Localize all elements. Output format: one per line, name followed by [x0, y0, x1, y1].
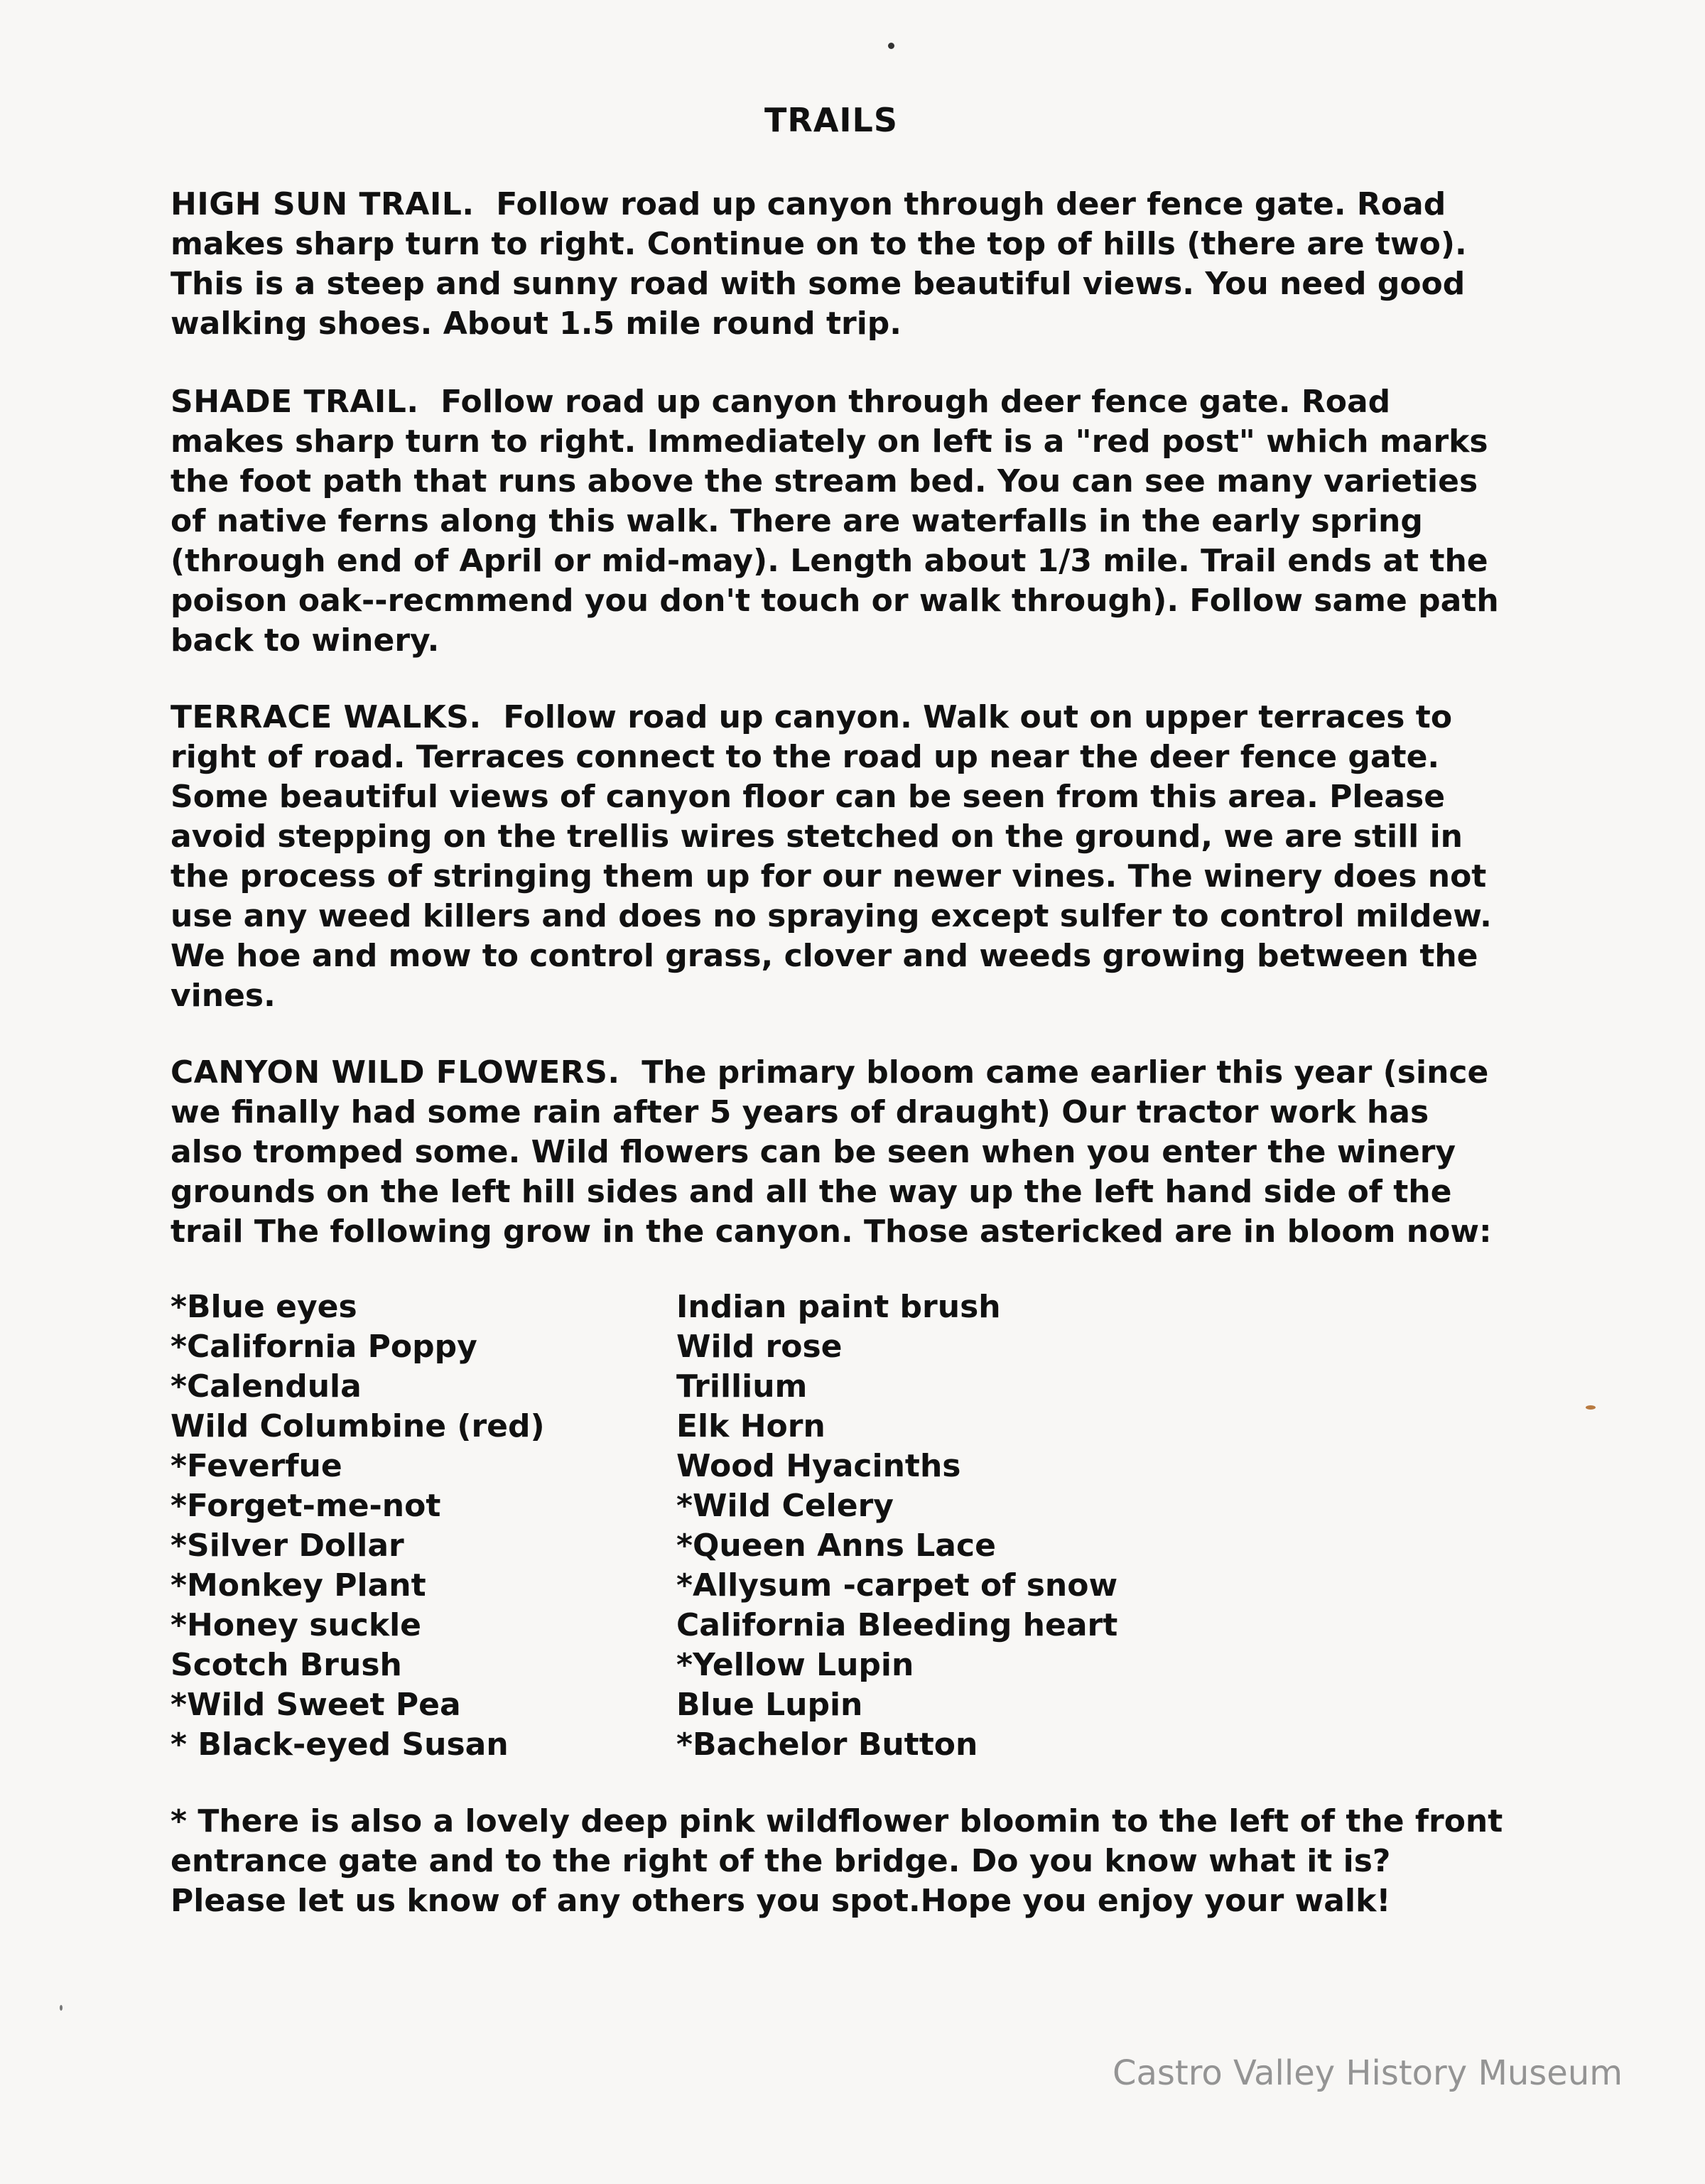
- list-item: *Monkey Plant: [170, 1567, 426, 1604]
- paper-speck: [1586, 1405, 1596, 1410]
- museum-watermark: Castro Valley History Museum: [1112, 2053, 1623, 2093]
- list-item: Wild rose: [676, 1329, 843, 1365]
- list-item: *Honey suckle: [170, 1607, 422, 1643]
- list-item: Elk Horn: [676, 1408, 826, 1444]
- section-shade-trail: [170, 382, 1506, 661]
- list-item: Wood Hyacinths: [676, 1448, 961, 1484]
- list-item: Wild Columbine (red): [170, 1408, 545, 1444]
- list-item: *California Poppy: [170, 1329, 477, 1365]
- list-item: *Feverfue: [170, 1448, 342, 1484]
- section-heading: TERRACE WALKS.: [170, 699, 482, 735]
- section-terrace-walks: [170, 698, 1506, 1016]
- section-text: Follow road up canyon through deer fence gate. Road makes sharp turn to right. Immediately on left is a "red post" which marks the foot path that runs above the stream bed. You can see many varieties of native ferns along this walk. There are waterfalls in the early spring (through end of April or mid-may). Length about 1/3 mile. Trail ends at the poison oak--recmmend you don't touch or walk through). Follow same path back to winery.: [170, 384, 1499, 659]
- list-item: California Bleeding heart: [676, 1607, 1118, 1643]
- section-text: The primary bloom came earlier this year (since we finally had some rain after 5 years of draught) Our tractor work has also tromped some. Wild flowers can be seen when you enter the winery grounds on the left hill sides and all the way up the left hand side of the trail The following grow in the canyon. Those astericked are in bloom now:: [170, 1054, 1492, 1250]
- section-high-sun-trail: [170, 185, 1506, 344]
- list-item: *Silver Dollar: [170, 1528, 404, 1564]
- list-item: *Blue eyes: [170, 1289, 357, 1325]
- list-item: *Queen Anns Lace: [676, 1528, 996, 1564]
- list-item: *Wild Celery: [676, 1488, 894, 1524]
- list-item: *Forget-me-not: [170, 1488, 441, 1524]
- list-item: Blue Lupin: [676, 1687, 863, 1723]
- section-heading: CANYON WILD FLOWERS.: [170, 1054, 620, 1091]
- footnote: * There is also a lovely deep pink wildflower bloomin to the left of the front entrance gate and to the right of the bridge. Do you know what it is? Please let us know of any others you spot.Hope you enjoy your walk!: [170, 1803, 1503, 1919]
- list-item: Scotch Brush: [170, 1647, 402, 1683]
- list-item: * Black-eyed Susan: [170, 1726, 509, 1763]
- page-title: TRAILS: [764, 101, 898, 139]
- list-item: *Wild Sweet Pea: [170, 1687, 461, 1723]
- section-heading: HIGH SUN TRAIL.: [170, 186, 475, 222]
- flower-list-left: [170, 1287, 545, 1765]
- list-item: Trillium: [676, 1368, 808, 1405]
- paper-speck: [60, 2005, 63, 2011]
- section-text: Follow road up canyon. Walk out on upper terraces to right of road. Terraces connect to the road up near the deer fence gate. Some beautiful views of canyon floor can be seen from this area. Please avoid stepping on the trellis wires stetched on the ground, we are still in the process of stringing them up for our newer vines. The winery does not use any weed killers and does no spraying except sulfer to control mildew. We hoe and mow to control grass, clover and weeds growing between the vines.: [170, 699, 1492, 1014]
- section-canyon-wild-flowers: [170, 1053, 1506, 1252]
- list-item: *Yellow Lupin: [676, 1647, 914, 1683]
- flower-list-right: [676, 1287, 1117, 1765]
- paper-speck: [888, 43, 894, 49]
- list-item: *Allysum -carpet of snow: [676, 1567, 1118, 1604]
- list-item: Indian paint brush: [676, 1289, 1001, 1325]
- list-item: *Bachelor Button: [676, 1726, 978, 1763]
- list-item: *Calendula: [170, 1368, 362, 1405]
- section-text: Follow road up canyon through deer fence gate. Road makes sharp turn to right. Continue on to the top of hills (there are two). This is a steep and sunny road with some beautiful views. You need good walking shoes. About 1.5 mile round trip.: [170, 186, 1467, 342]
- section-heading: SHADE TRAIL.: [170, 384, 419, 420]
